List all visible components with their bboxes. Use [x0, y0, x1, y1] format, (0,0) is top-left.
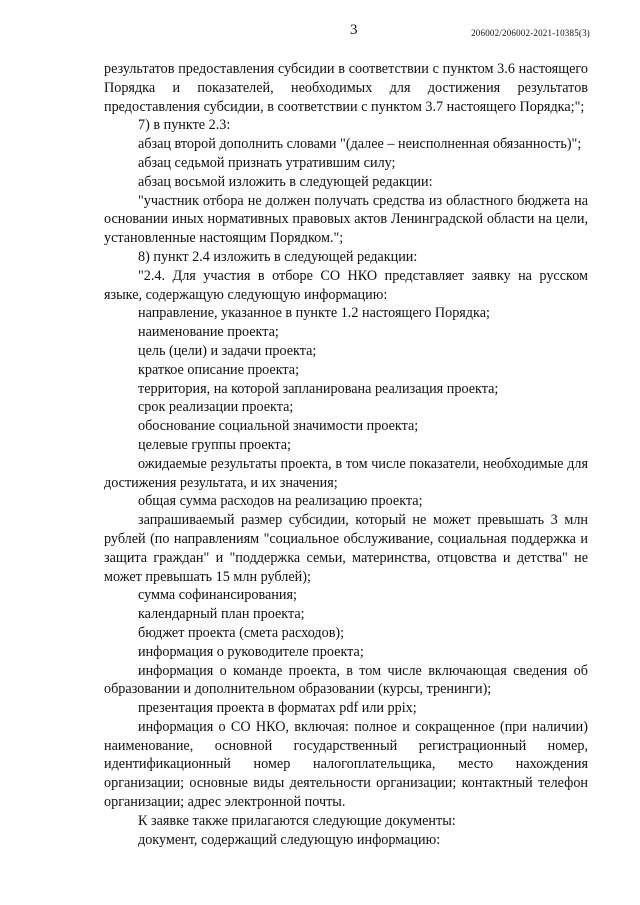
paragraph: абзац седьмой признать утратившим силу; — [138, 154, 396, 171]
list-item: информация о СО НКО, включая: полное и сокращенное (при наличии) наименование, основной государственный регистрационный номер, идентификационный номер налогоплательщика, место нахождения организации; основные виды деятельности организации; контактный телефон организации; адрес электронной почты. — [104, 718, 588, 811]
paragraph: 7) в пункте 2.3: — [138, 117, 231, 134]
list-item: сумма софинансирования; — [138, 587, 297, 604]
list-item: ожидаемые результаты проекта, в том числе показатели, необходимые для достижения результата, и их значения; — [104, 455, 588, 491]
paragraph: "участник отбора не должен получать средства из областного бюджета на основании иных нормативных правовых актов Ленинградской области на цели, установленные настоящим Порядком."; — [104, 192, 588, 247]
list-item: наименование проекта; — [138, 324, 279, 341]
paragraph: 8) пункт 2.4 изложить в следующей редакции: — [138, 248, 418, 265]
list-item: презентация проекта в форматах pdf или ppix; — [138, 700, 417, 717]
paragraph: абзац восьмой изложить в следующей редакции: — [138, 173, 433, 190]
paragraph: документ, содержащий следующую информацию: — [138, 831, 441, 848]
document-code: 206002/206002-2021-10385(3) — [471, 28, 590, 38]
list-item: цель (цели) и задачи проекта; — [138, 342, 317, 359]
list-item: направление, указанное в пункте 1.2 настоящего Порядка; — [138, 305, 490, 322]
list-item: календарный план проекта; — [138, 606, 305, 623]
list-item: территория, на которой запланирована реализация проекта; — [138, 380, 499, 397]
list-item: обоснование социальной значимости проекта; — [138, 418, 419, 435]
list-item: срок реализации проекта; — [138, 399, 294, 416]
page-number: 3 — [350, 22, 358, 38]
list-item: бюджет проекта (смета расходов); — [138, 624, 345, 641]
list-item: запрашиваемый размер субсидии, который не может превышать 3 млн рублей (по направлениям "социальное обслуживание, социальная поддержка и защита граждан" и "поддержка семьи, материнства, отцовства и детства" не может превышать 15 млн рублей); — [104, 512, 588, 585]
list-item: краткое описание проекта; — [138, 361, 300, 378]
list-item: информация о руководителе проекта; — [138, 643, 364, 660]
paragraph: К заявке также прилагаются следующие документы: — [138, 812, 456, 829]
paragraph: абзац второй дополнить словами "(далее – неисполненная обязанность)"; — [138, 136, 582, 153]
document-body — [104, 60, 588, 849]
paragraph: "2.4. Для участия в отборе СО НКО представляет заявку на русском языке, содержащую следующую информацию: — [104, 267, 588, 303]
paragraph: результатов предоставления субсидии в соответствии с пунктом 3.6 настоящего Порядка и показателей, необходимых для достижения результатов предоставления субсидии, в соответствии с пунктом 3.7 настоящего Порядка;"; — [104, 61, 588, 115]
list-item: информация о команде проекта, в том числе включающая сведения об образовании и дополнительном образовании (курсы, тренинги); — [104, 662, 588, 698]
list-item: общая сумма расходов на реализацию проекта; — [138, 493, 423, 510]
list-item: целевые группы проекта; — [138, 436, 291, 453]
